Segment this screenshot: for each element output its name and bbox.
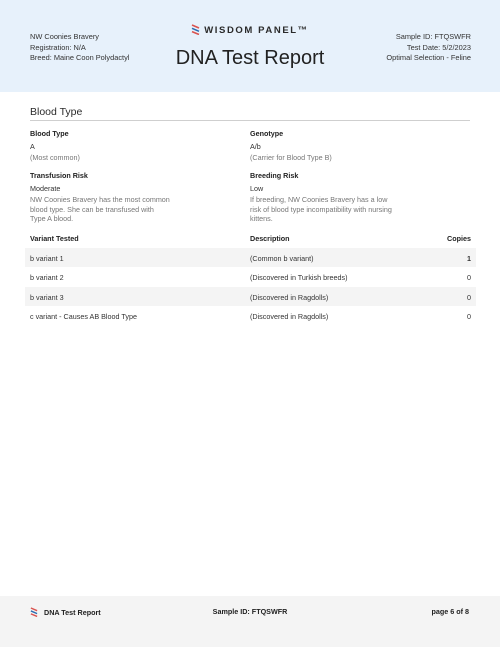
footer-sample-id: Sample ID: FTQSWFR bbox=[212, 607, 288, 616]
blood-type-note: (Most common) bbox=[30, 153, 80, 162]
breeding-risk-label: Breeding Risk bbox=[250, 171, 299, 180]
sample-id: Sample ID: FTQSWFR bbox=[395, 32, 471, 41]
breeding-risk-field bbox=[250, 171, 395, 224]
table-row bbox=[25, 287, 476, 306]
variant-description: (Discovered in Turkish breeds) bbox=[250, 273, 348, 282]
test-date: Test Date: 5/2/2023 bbox=[406, 42, 471, 52]
variant-copies: 1 bbox=[467, 254, 471, 263]
breeding-risk-value: Low bbox=[250, 183, 264, 193]
variant-name: b variant 1 bbox=[30, 254, 64, 263]
pet-name: NW Coonies Bravery bbox=[30, 32, 99, 41]
product-name: Optimal Selection - Feline bbox=[386, 53, 471, 62]
page-footer bbox=[0, 596, 500, 647]
genotype-field bbox=[250, 129, 430, 163]
blood-type-field bbox=[30, 129, 210, 163]
breed: Breed: Maine Coon Polydactyl bbox=[30, 53, 130, 62]
genotype-note: (Carrier for Blood Type B) bbox=[250, 153, 332, 162]
breeding-risk-note: If breeding, NW Coonies Bravery has a low risk of blood type incompatibility with nursing kittens. bbox=[250, 195, 392, 223]
brand-name: WISDOM PANEL™ bbox=[204, 25, 309, 36]
transfusion-risk-value: Moderate bbox=[30, 183, 61, 193]
transfusion-risk-label: Transfusion Risk bbox=[30, 171, 88, 180]
variant-copies: 0 bbox=[467, 273, 471, 282]
registration: Registration: N/A bbox=[30, 42, 86, 52]
section-divider bbox=[30, 120, 470, 121]
header-variant: Variant Tested bbox=[30, 234, 79, 243]
table-row bbox=[25, 306, 476, 325]
genotype-label: Genotype bbox=[250, 129, 284, 138]
variant-name: b variant 2 bbox=[30, 273, 64, 282]
transfusion-risk-field bbox=[30, 171, 170, 224]
wisdom-panel-logo-icon bbox=[191, 24, 200, 35]
variant-name: c variant - Causes AB Blood Type bbox=[30, 312, 137, 321]
footer-report-name: DNA Test Report bbox=[44, 608, 101, 617]
variant-description: (Discovered in Ragdolls) bbox=[250, 312, 329, 321]
genotype-value: A/b bbox=[250, 141, 261, 151]
table-row bbox=[25, 267, 476, 286]
sample-info bbox=[386, 32, 471, 64]
variant-name: b variant 3 bbox=[30, 293, 64, 302]
section-title: Blood Type bbox=[30, 106, 83, 118]
header-copies: Copies bbox=[447, 234, 471, 243]
variant-copies: 0 bbox=[467, 312, 471, 321]
transfusion-risk-note: NW Coonies Bravery has the most common blood type. She can be transfused with Type A blood. bbox=[30, 195, 170, 223]
table-row bbox=[25, 248, 476, 267]
header-description: Description bbox=[250, 234, 290, 243]
variant-copies: 0 bbox=[467, 293, 471, 302]
blood-type-label: Blood Type bbox=[30, 129, 69, 138]
report-header bbox=[0, 0, 500, 92]
variant-description: (Common b variant) bbox=[250, 254, 314, 263]
variant-description: (Discovered in Ragdolls) bbox=[250, 293, 329, 302]
page-title: DNA Test Report bbox=[175, 47, 325, 69]
blood-type-value: A bbox=[30, 141, 35, 151]
page-number: page 6 of 8 bbox=[431, 607, 469, 616]
